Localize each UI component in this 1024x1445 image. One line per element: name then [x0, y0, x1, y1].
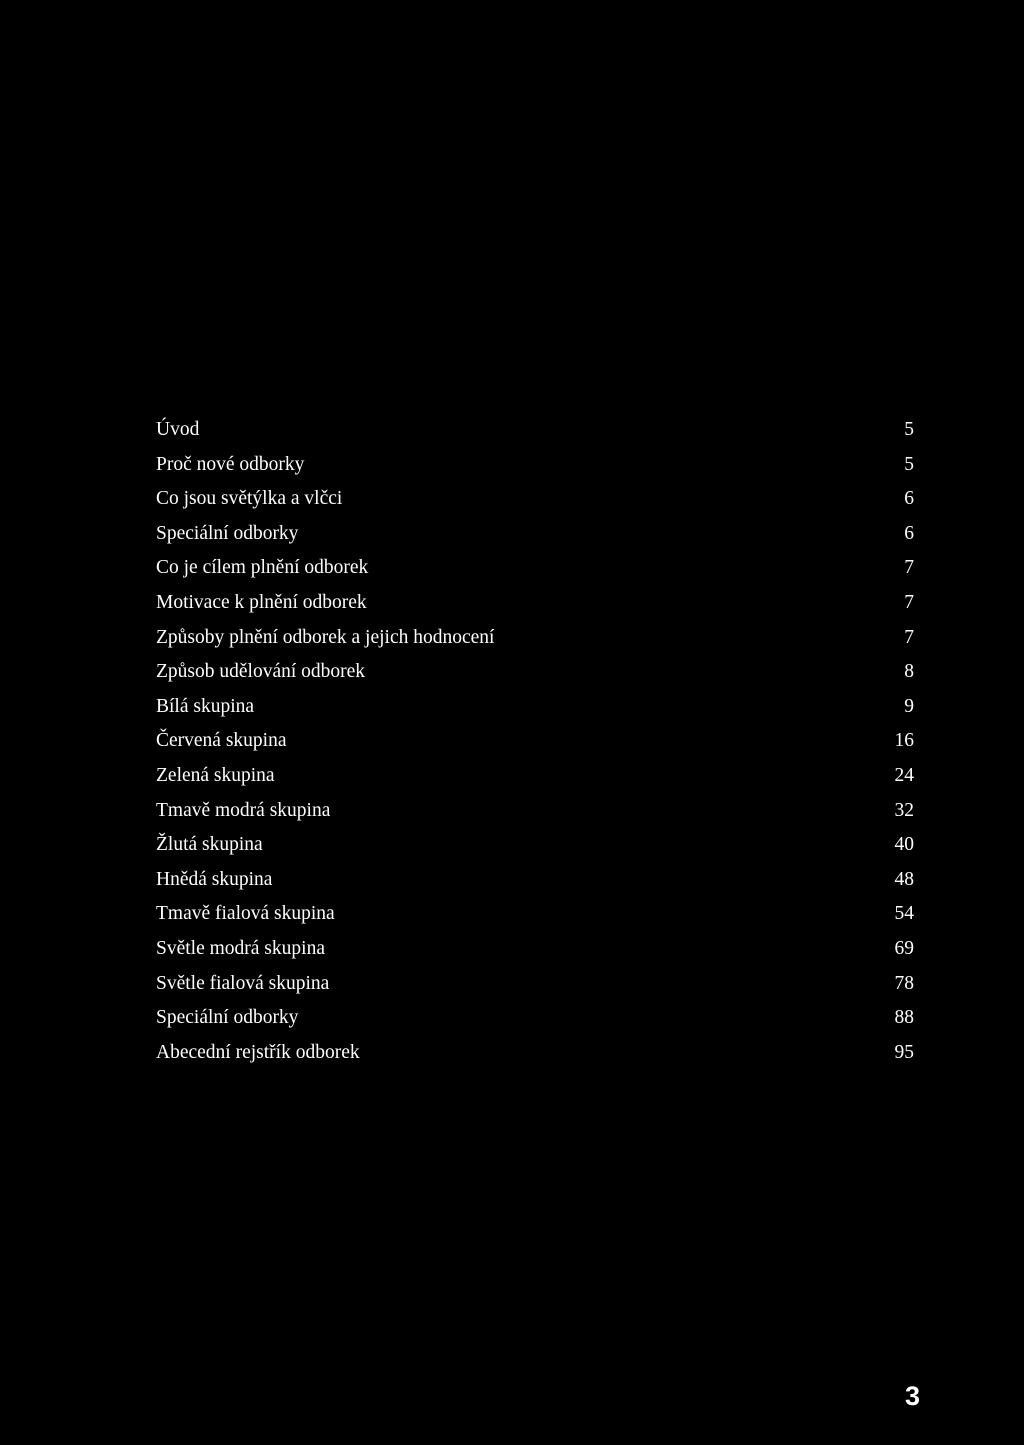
toc-entry-page: 32 [894, 799, 914, 821]
toc-entry-title: Červená skupina [156, 730, 287, 752]
toc-entry [156, 897, 914, 932]
toc-entry-title: Žlutá skupina [156, 834, 263, 856]
toc-entry-title: Způsoby plnění odborek a jejich hodnocení [156, 626, 495, 648]
toc-entry [156, 655, 914, 690]
table-of-contents [156, 413, 914, 1070]
toc-entry-title: Světle fialová skupina [156, 972, 330, 994]
toc-entry [156, 448, 914, 483]
toc-entry-page: 95 [894, 1041, 914, 1063]
toc-entry [156, 413, 914, 448]
toc-entry [156, 551, 914, 586]
toc-entry [156, 1001, 914, 1036]
toc-entry [156, 828, 914, 863]
toc-entry-title: Bílá skupina [156, 695, 255, 717]
page-number: 3 [904, 1381, 920, 1411]
toc-entry-page: 88 [894, 1007, 914, 1029]
toc-entry [156, 794, 914, 829]
toc-entry-title: Speciální odborky [156, 522, 299, 544]
toc-entry [156, 967, 914, 1002]
toc-entry-title: Zelená skupina [156, 764, 275, 786]
toc-entry-title: Tmavě modrá skupina [156, 799, 331, 821]
toc-entry-page: 7 [904, 626, 914, 648]
toc-entry-page: 78 [894, 972, 914, 994]
toc-entry-page: 5 [904, 453, 914, 475]
toc-entry [156, 621, 914, 656]
toc-entry-title: Způsob udělování odborek [156, 661, 366, 683]
toc-entry-title: Co jsou světýlka a vlčci [156, 488, 343, 510]
toc-entry [156, 724, 914, 759]
toc-entry-page: 54 [894, 903, 914, 925]
toc-entry [156, 1036, 914, 1071]
toc-entry [156, 517, 914, 552]
toc-entry-title: Abecední rejstřík odborek [156, 1041, 360, 1063]
toc-entry [156, 482, 914, 517]
toc-entry-page: 16 [894, 730, 914, 752]
toc-entry [156, 586, 914, 621]
toc-entry-title: Co je cílem plnění odborek [156, 557, 369, 579]
toc-entry-title: Tmavě fialová skupina [156, 903, 335, 925]
toc-entry [156, 932, 914, 967]
toc-entry-title: Hnědá skupina [156, 868, 273, 890]
toc-entry-page: 40 [894, 834, 914, 856]
toc-entry [156, 863, 914, 898]
toc-entry-title: Proč nové odborky [156, 453, 305, 475]
toc-entry-page: 69 [894, 937, 914, 959]
toc-entry [156, 759, 914, 794]
toc-entry-page: 7 [904, 557, 914, 579]
toc-entry-title: Speciální odborky [156, 1007, 299, 1029]
toc-entry-title: Úvod [156, 419, 200, 440]
toc-entry-page: 5 [904, 419, 914, 440]
toc-entry-page: 8 [904, 661, 914, 683]
toc-entry-page: 6 [904, 488, 914, 510]
toc-entry-page: 9 [904, 695, 914, 717]
toc-entry-page: 48 [894, 868, 914, 890]
toc-entry-page: 6 [904, 522, 914, 544]
toc-entry-title: Světle modrá skupina [156, 937, 325, 959]
toc-entry [156, 690, 914, 725]
toc-entry-page: 7 [904, 591, 914, 613]
toc-entry-page: 24 [894, 764, 914, 786]
toc-entry-title: Motivace k plnění odborek [156, 591, 367, 613]
